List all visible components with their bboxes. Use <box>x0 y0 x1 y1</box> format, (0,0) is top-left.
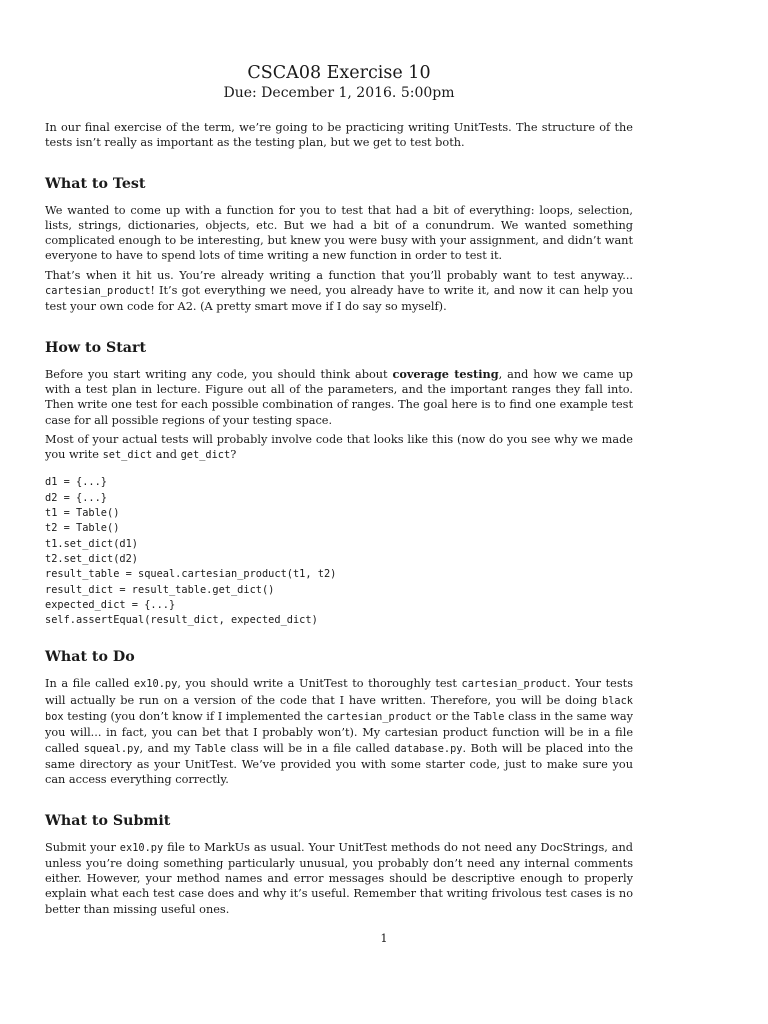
code-line: self.assertEqual(result_dict, expected_dict) <box>45 614 318 627</box>
what-to-do-paragraph: In a file called ex10.py, you should write a UnitTest to thoroughly test cartesian_product. Your tests will actually be run on a version of the code that I have written. Therefore, you will be doing black box testing (you don’t know if I implemented the cartesian_product or the Table class in the same way you will... in fact, you can bet that I probably won’t). My cartesian product function will be in a file called squeal.py, and my Table class will be in a file called database.py. Both will be placed into the same directory as your UnitTest. We’ve provided you with some starter code, just to make sure you can access everything correctly. <box>45 677 634 787</box>
inline-code: cartesian_product <box>45 285 151 298</box>
code-line: t1 = Table() <box>45 507 120 520</box>
section-heading-what-to-test: What to Test <box>45 175 146 192</box>
code-line: d2 = {...} <box>45 491 107 504</box>
intro-paragraph: In our final exercise of the term, we’re going to be practicing writing UnitTests. The structure of the tests isn’t really as important as the testing plan, but we get to test both. <box>45 121 633 150</box>
what-to-submit-paragraph: Submit your ex10.py file to MarkUs as usual. Your UnitTest methods do not need any DocStrings, and unless you’re doing something particularly unusual, you probably don’t need any internal comments either. However, your method names and error messages should be descriptive enough to properly explain what each test case does and why it’s useful. Remember that writing frivolous test cases is no better than missing useful ones. <box>45 840 633 916</box>
section-heading-what-to-do: What to Do <box>45 649 135 666</box>
inline-code: get_dict <box>180 449 231 462</box>
code-block <box>45 475 633 628</box>
page-title: CSCA08 Exercise 10 <box>247 63 431 83</box>
section-heading-what-to-submit: What to Submit <box>45 812 171 829</box>
how-to-start-paragraph-1: Before you start writing any code, you should think about coverage testing, and how we came up with a test plan in lecture. Figure out all of the parameters, and the important ranges they fall into. Then write one test for each possible combination of ranges. The goal here is to find one example test case for all possible regions of your testing space. <box>45 366 633 427</box>
code-line: d1 = {...} <box>45 476 107 489</box>
code-line: result_dict = result_table.get_dict() <box>45 583 275 596</box>
code-line: t2 = Table() <box>45 522 120 535</box>
bold-term: coverage testing <box>392 366 499 381</box>
page-number: 1 <box>380 932 388 945</box>
section-heading-how-to-start: How to Start <box>45 339 146 356</box>
what-to-test-paragraph-1: We wanted to come up with a function for you to test that had a bit of everything: loops, selection, lists, strings, dictionaries, objects, etc. But we had a bit of a conundrum. We wanted something complicated enough to be interesting, but knew you were busy with your assignment, and didn’t want everyone to have to spend lots of time writing a new function in order to test it. <box>45 203 633 263</box>
due-date: Due: December 1, 2016. 5:00pm <box>223 85 455 101</box>
inline-code: set_dict <box>102 449 153 462</box>
what-to-test-paragraph-2: That’s when it hit us. You’re already writing a function that you’ll probably want to test anyway... cartesian_product! It’s got everything we need, you already have to write it, and now it can help you test your own code for A2. (A pretty smart move if I do say so myself). <box>45 268 633 314</box>
code-line: expected_dict = {...} <box>45 598 176 611</box>
code-line: t1.set_dict(d1) <box>45 537 138 550</box>
how-to-start-paragraph-2: Most of your actual tests will probably involve code that looks like this (now do you see why we made you write set_dict and get_dict? <box>45 432 633 462</box>
document-page <box>45 62 633 921</box>
code-line: t2.set_dict(d2) <box>45 552 138 565</box>
code-line: result_table = squeal.cartesian_product(t1, t2) <box>45 568 337 581</box>
